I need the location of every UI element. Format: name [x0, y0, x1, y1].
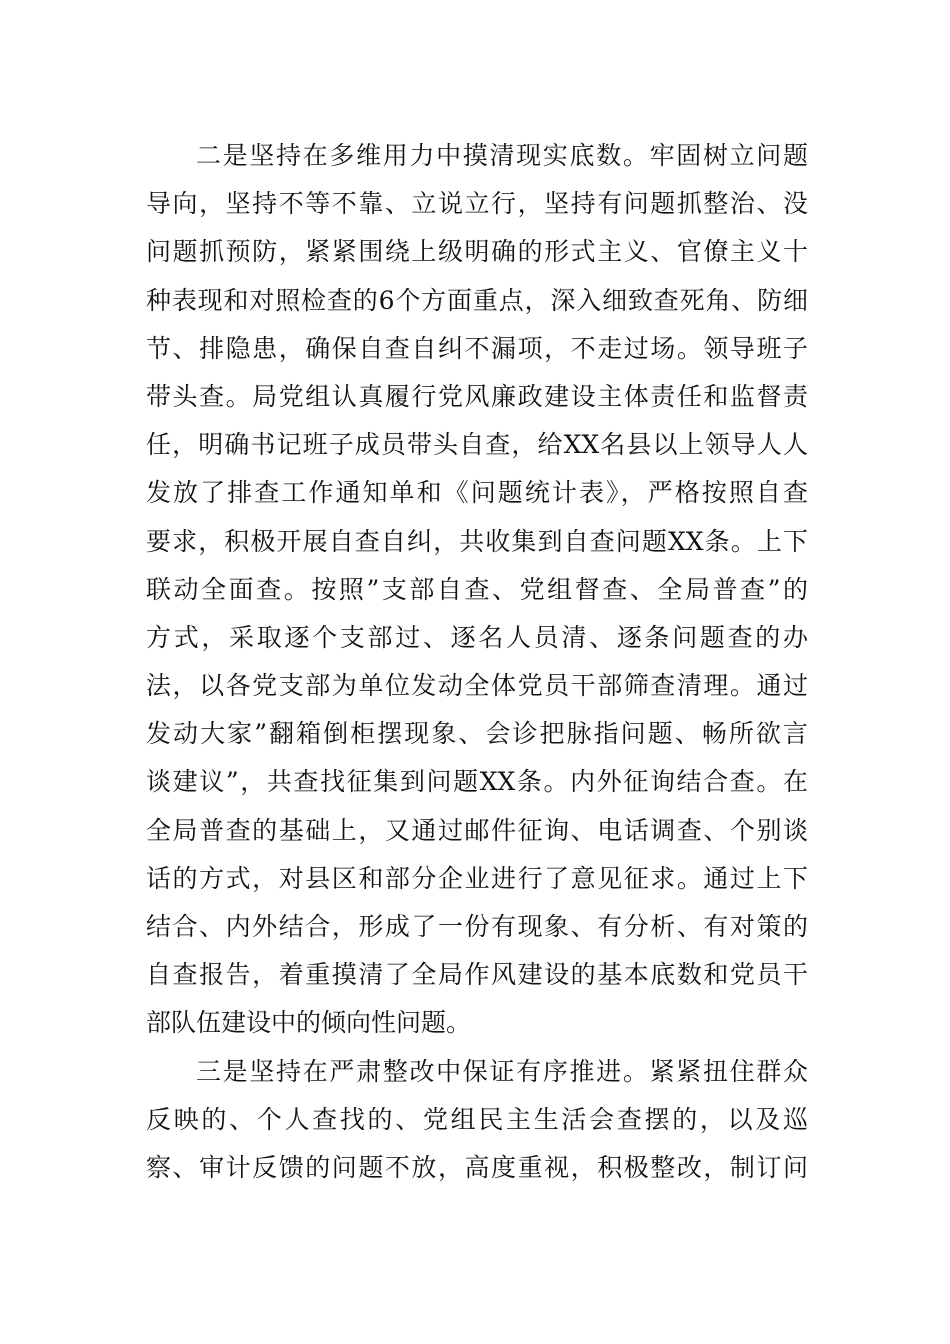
paragraph-2-line-16: 话的方式，对县区和部分企业进行了意见征求。通过上下: [146, 863, 808, 893]
paragraph-2-line-15: 全局普查的基础上，又通过邮件征询、电话调查、个别谈: [146, 815, 808, 845]
paragraph-2-line-8: 发放了排查工作通知单和《问题统计表》，严格按照自查: [146, 478, 808, 508]
paragraph-2-line-4: 种表现和对照检查的6个方面重点，深入细致查死角、防细: [146, 285, 808, 315]
paragraph-2-line-5: 节、排隐患，确保自查自纠不漏项，不走过场。领导班子: [146, 333, 808, 363]
paragraph-3-line-2: 反映的、个人查找的、党组民主生活会查摆的，以及巡: [146, 1104, 808, 1134]
paragraph-2-line-2: 导向，坚持不等不靠、立说立行，坚持有问题抓整治、没: [146, 189, 808, 219]
document-body: [146, 132, 808, 1192]
paragraph-2-line-1: 二是坚持在多维用力中摸清现实底数。牢固树立问题: [196, 141, 808, 170]
paragraph-2-line-7: 任，明确书记班子成员带头自查，给XX名县以上领导人人: [146, 430, 808, 460]
paragraph-2-line-6: 带头查。局党组认真履行党风廉政建设主体责任和监督责: [146, 381, 808, 411]
paragraph-2-line-10: 联动全面查。按照”支部自查、党组督查、全局普查”的: [146, 574, 808, 604]
paragraph-2-line-3: 问题抓预防，紧紧围绕上级明确的形式主义、官僚主义十: [146, 237, 808, 267]
paragraph-3-line-1: 三是坚持在严肃整改中保证有序推进。紧紧扭住群众: [196, 1056, 808, 1086]
paragraph-2-line-9: 要求，积极开展自查自纠，共收集到自查问题XX条。上下: [146, 526, 808, 556]
paragraph-3-line-3: 察、审计反馈的问题不放，高度重视，积极整改，制订问: [146, 1152, 808, 1182]
paragraph-2-line-17: 结合、内外结合，形成了一份有现象、有分析、有对策的: [146, 912, 808, 941]
paragraph-2-line-19: 部队伍建设中的倾向性问题。: [146, 1008, 472, 1038]
paragraph-2-line-18: 自查报告，着重摸清了全局作风建设的基本底数和党员干: [146, 960, 808, 990]
paragraph-2-line-14: 谈建议”，共查找征集到问题XX条。内外征询结合查。在: [146, 767, 808, 797]
paragraph-2-line-11: 方式，采取逐个支部过、逐名人员清、逐条问题查的办: [146, 622, 808, 652]
paragraph-2-line-12: 法，以各党支部为单位发动全体党员干部筛查清理。通过: [146, 671, 808, 701]
paragraph-2-line-13: 发动大家”翻箱倒柜摆现象、会诊把脉指问题、畅所欲言: [146, 719, 808, 749]
